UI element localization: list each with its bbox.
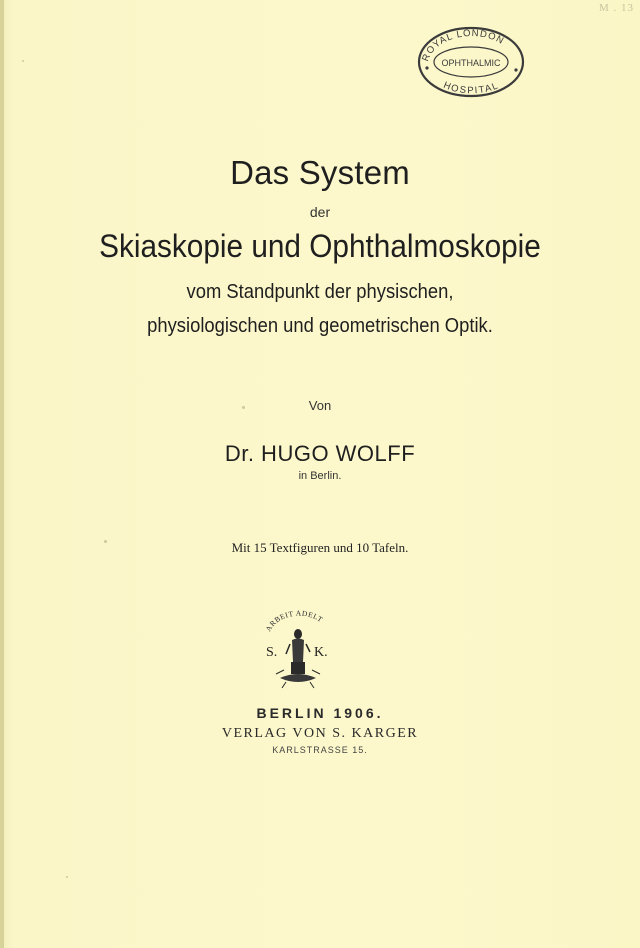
paper-speck — [22, 60, 24, 62]
library-stamp-graphic — [414, 22, 526, 100]
svg-text:ARBEIT ADELT — [264, 609, 325, 633]
stamp-bottom-text: HOSPITAL — [441, 79, 501, 97]
imprint-city-year: BERLIN 1906. — [256, 705, 384, 721]
title-connector: der — [309, 204, 331, 220]
logo-letter-k: K. — [314, 645, 328, 660]
paper-speck — [66, 876, 68, 878]
author-name: Dr. HUGO WOLFF — [224, 441, 416, 466]
publisher-logo-graphic — [262, 604, 334, 690]
subtitle-line-3: vom Standpunkt der physischen, — [186, 281, 454, 303]
book-title: Das System — [230, 154, 410, 191]
stamp-middle-text: OPHTHALMIC — [441, 58, 501, 68]
figures-note: Mit 15 Textfiguren und 10 Tafeln. — [231, 540, 409, 555]
imprint-address: KARLSTRASSE 15. — [272, 745, 368, 755]
byline-von: Von — [308, 398, 332, 413]
logo-motto: ARBEIT ADELT — [263, 608, 325, 633]
imprint-publisher: VERLAG VON S. KARGER — [221, 726, 419, 741]
publisher-logo — [262, 604, 334, 690]
corner-pencil-note: M . 13 — [598, 2, 634, 14]
library-stamp — [414, 22, 526, 100]
book-subtitle: Skiaskopie und Ophthalmoskopie — [99, 228, 541, 264]
author-location: in Berlin. — [298, 470, 342, 482]
stamp-top-text: ROYAL LONDON — [420, 27, 507, 64]
paper-speck — [104, 540, 107, 543]
paper-speck — [242, 406, 245, 409]
logo-letter-s: S. — [266, 645, 278, 660]
subtitle-line-4: physiologischen und geometrischen Optik. — [147, 315, 493, 337]
